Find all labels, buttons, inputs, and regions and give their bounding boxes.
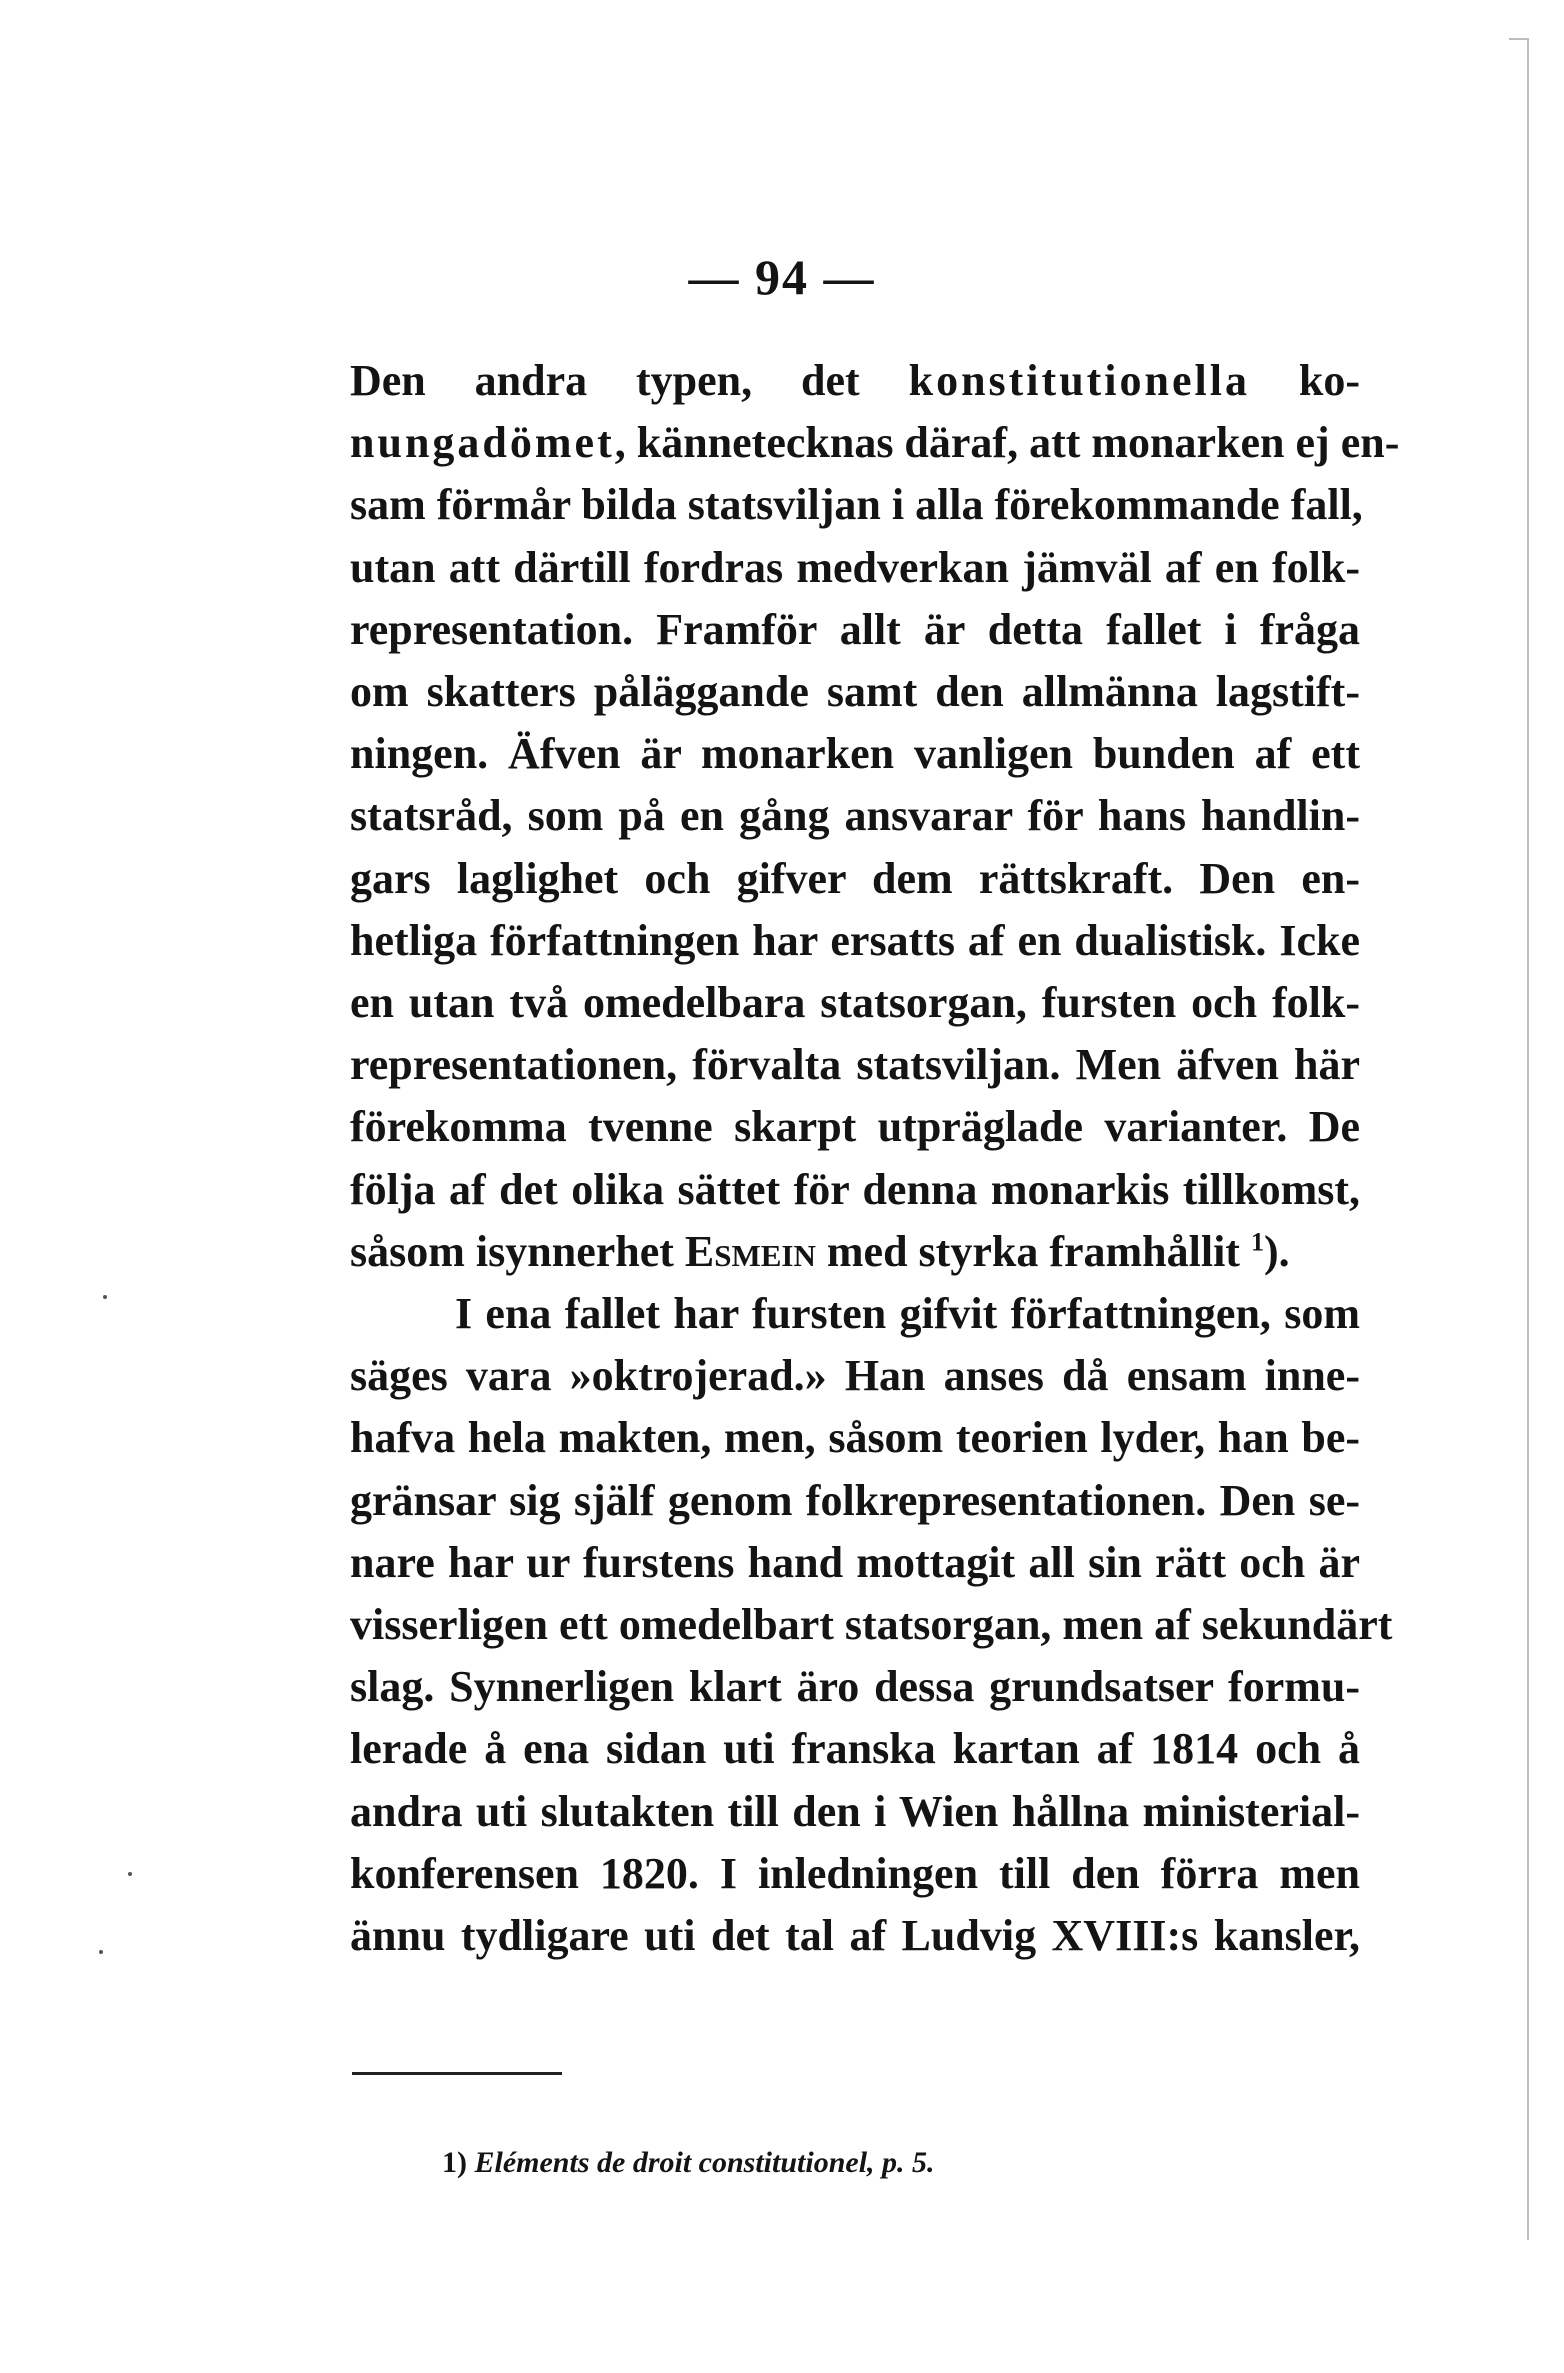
text-line: gränsar sig själf genom folkrepresentationen. Den se-	[350, 1475, 1360, 1525]
text-line: representationen, förvalta statsviljan. Men äfven här	[350, 1040, 1360, 1090]
page-edge	[1527, 40, 1529, 2240]
page-edge-top	[1509, 38, 1529, 40]
text-line: gars laglighet och gifver dem rättskraft. Den en-	[350, 853, 1360, 903]
text-line: andra uti slutakten till den i Wien hållna ministerial-	[350, 1786, 1360, 1836]
text-line: förekomma tvenne skarpt utpräglade varianter. De	[350, 1102, 1360, 1152]
text-line: konferensen 1820. I inledningen till den förra men	[350, 1848, 1360, 1898]
text-line: I ena fallet har fursten gifvit författningen, som	[455, 1289, 1360, 1339]
footnote-divider	[352, 2072, 562, 2075]
author-name: Esmein	[684, 1226, 816, 1276]
text-line: statsråd, som på en gång ansvarar för hans handlin-	[350, 791, 1360, 841]
text-line: Den andra typen, det konstitutionella ko-	[350, 356, 1360, 405]
paper-speck	[128, 1872, 132, 1876]
text-line: säges vara »oktrojerad.» Han anses då ensam inne-	[350, 1351, 1360, 1401]
text-line: ännu tydligare uti det tal af Ludvig XVIII:s kansler,	[350, 1911, 1360, 1961]
footnote-ref: 1	[1250, 1227, 1264, 1257]
text-line: utan att därtill fordras medverkan jämväl af en folk-	[350, 542, 1360, 592]
text-line: visserligen ett omedelbart statsorgan, men af sekundärt	[350, 1600, 1393, 1650]
text-line: nare har ur furstens hand mottagit all sin rätt och är	[350, 1537, 1360, 1587]
text-line: representation. Framför allt är detta fallet i fråga	[350, 604, 1360, 654]
text-line: nungadömet, kännetecknas däraf, att monarken ej en-	[350, 418, 1400, 468]
paper-speck	[103, 1295, 107, 1299]
paper-speck	[99, 1950, 103, 1954]
text-line: en utan två omedelbara statsorgan, fursten och folk-	[350, 978, 1360, 1028]
text-line: hafva hela makten, men, såsom teorien lyder, han be-	[350, 1413, 1360, 1463]
text-line: lerade å ena sidan uti franska kartan af 1814 och å	[350, 1724, 1360, 1774]
footnote-text: Eléments de droit constitutionel, p. 5.	[474, 2146, 935, 2179]
text-line: slag. Synnerligen klart äro dessa grundsatser formu-	[350, 1662, 1360, 1712]
page-number: — 94 —	[688, 249, 876, 305]
footnote-marker: 1)	[442, 2146, 467, 2179]
text-line: om skatters påläggande samt den allmänna lagstift-	[350, 667, 1360, 717]
text-line: sam förmår bilda statsviljan i alla förekommande fall,	[350, 480, 1363, 530]
footnote	[442, 2146, 935, 2180]
text-line: ningen. Äfven är monarken vanligen bunden af ett	[350, 729, 1360, 779]
text-line: följa af det olika sättet för denna monarkis tillkomst,	[350, 1164, 1360, 1214]
text-line: hetliga författningen har ersatts af en dualistisk. Icke	[350, 915, 1360, 965]
text-line: såsom isynnerhet Esmein med styrka framhållit $^1$).	[350, 1226, 1290, 1276]
body-text	[350, 350, 1400, 1967]
